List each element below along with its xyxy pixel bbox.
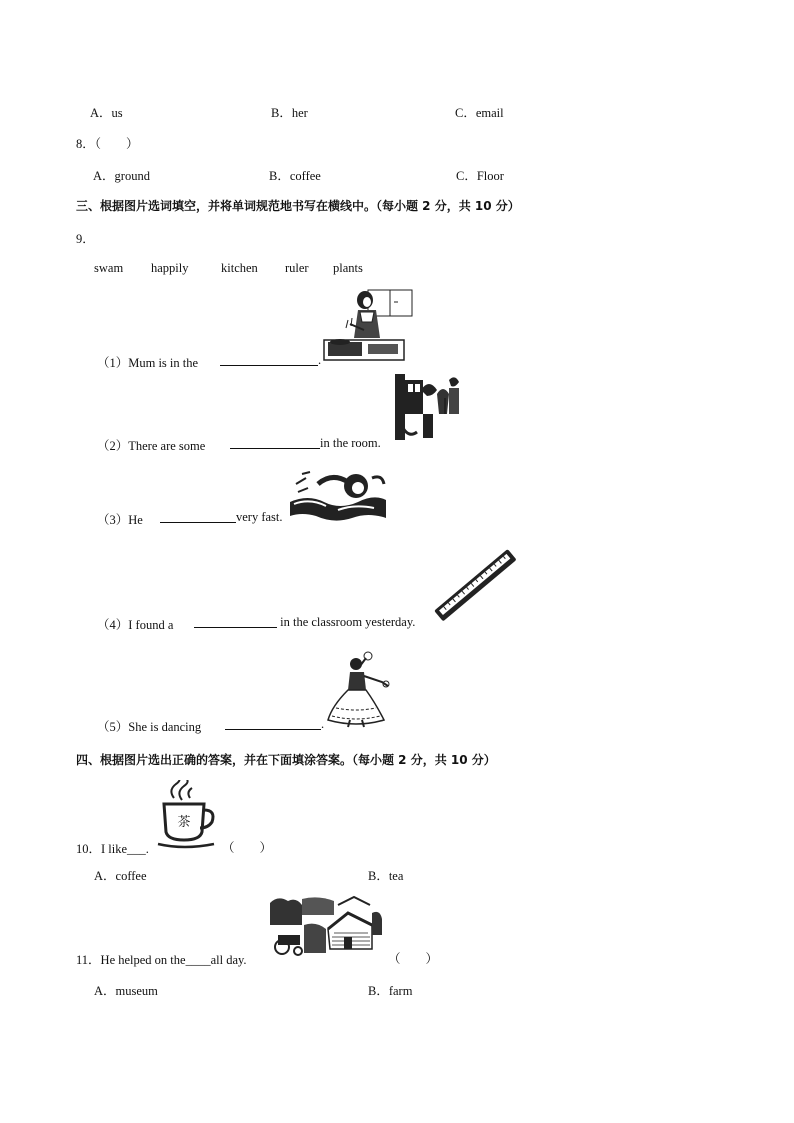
item5-blank[interactable] — [225, 717, 324, 732]
swimmer-picture — [288, 466, 388, 524]
word-bank-swam: swam — [94, 261, 124, 275]
q7-option-b: B．her — [271, 106, 308, 120]
q10-option-a: A．coffee — [94, 869, 147, 883]
q11-option-a: A．museum — [94, 984, 158, 998]
item4-prefix: （4）I found a — [97, 618, 174, 632]
q11-option-b: B．farm — [368, 984, 413, 998]
q10-option-b: B．tea — [368, 869, 404, 883]
item3-blank[interactable] — [160, 510, 283, 525]
q7-option-a: A．us — [90, 106, 123, 120]
dancer-picture — [322, 650, 392, 728]
item5-prefix: （5）She is dancing — [97, 720, 202, 734]
word-bank-ruler: ruler — [285, 261, 309, 275]
tea-cup-char: 茶 — [177, 815, 191, 830]
item2-prefix: （2）There are some — [97, 439, 206, 453]
q9-number: 9． — [76, 232, 95, 246]
item1-prefix: （1）Mum is in the — [97, 356, 199, 370]
farm-picture — [268, 895, 383, 961]
q8-number: 8．（ ） — [76, 137, 139, 151]
section4-heading: 四、根据图片选出正确的答案，并在下面填涂答案。（每小题 2 分，共 10 分） — [76, 753, 496, 767]
item4-blank[interactable] — [194, 615, 415, 630]
q8-option-b: B．coffee — [269, 169, 321, 183]
item5-suffix: . — [321, 717, 325, 731]
item1-blank[interactable] — [220, 353, 321, 368]
item1-suffix: . — [318, 353, 322, 367]
item3-suffix: very fast. — [236, 510, 283, 524]
word-bank-kitchen: kitchen — [221, 261, 258, 275]
item2-suffix: in the room. — [320, 436, 381, 450]
item2-blank[interactable] — [230, 436, 381, 451]
ruler-picture — [432, 545, 520, 627]
q7-option-c: C．email — [455, 106, 504, 120]
q10-stem: 10．I like___. — [76, 842, 149, 856]
word-bank-happily: happily — [151, 261, 189, 275]
q8-option-c: C．Floor — [456, 169, 504, 183]
item3-prefix: （3）He — [97, 513, 143, 527]
tea-cup-picture — [156, 780, 218, 850]
q10-answer-paren[interactable]: （ ） — [222, 841, 273, 855]
item4-suffix: in the classroom yesterday. — [280, 615, 416, 629]
word-bank-plants: plants — [333, 261, 363, 275]
cooking-woman-picture — [320, 288, 414, 363]
plants-picture — [393, 370, 463, 442]
q11-answer-paren[interactable]: （ ） — [388, 952, 439, 966]
section3-heading: 三、根据图片选词填空，并将单词规范地书写在横线中。（每小题 2 分，共 10 分） — [76, 199, 520, 213]
q8-option-a: A．ground — [93, 169, 150, 183]
q11-stem: 11．He helped on the____all day. — [76, 953, 247, 967]
